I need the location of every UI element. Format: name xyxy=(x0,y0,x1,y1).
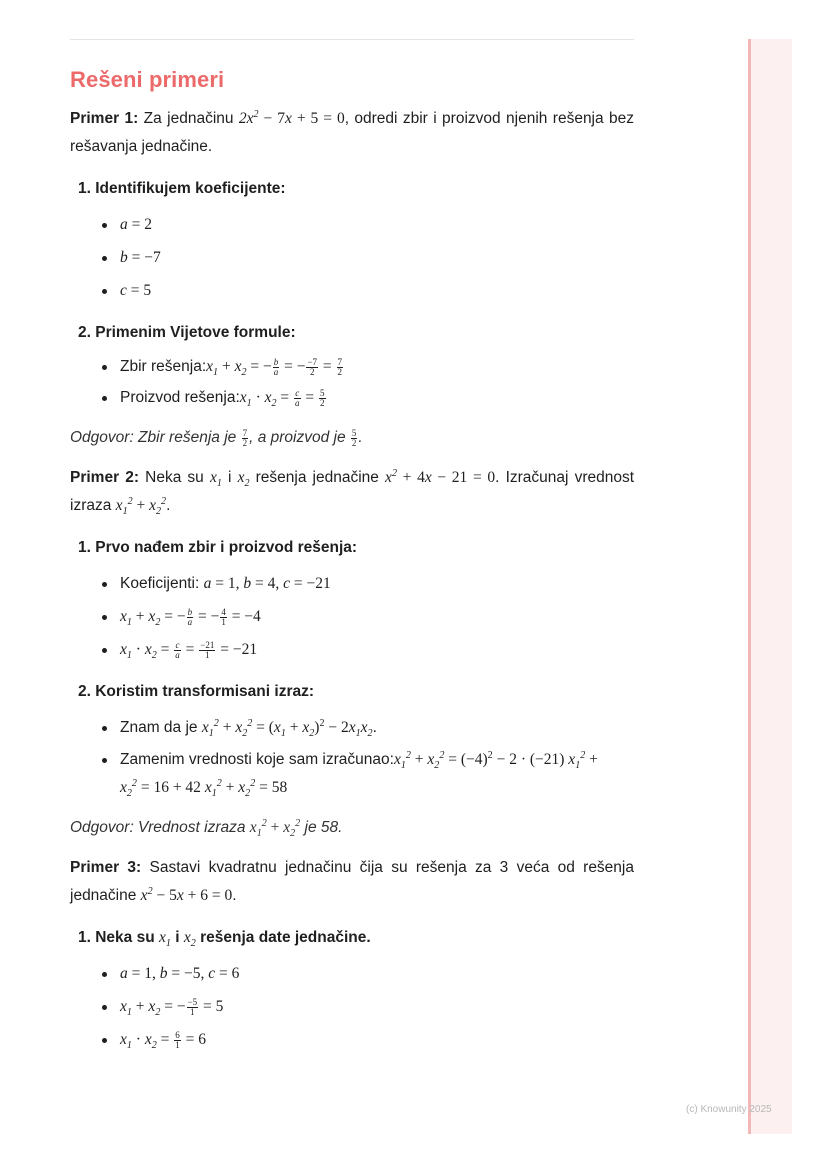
math-equation: $2x^2 - 7x + 5 = 0$ xyxy=(238,108,345,127)
primer-1-statement: Primer 1: Za jednačinu $2x^2 - 7x + 5 = 0$, odredi zbir i proizvod njenih rešenja bez rešavanja jednačine. xyxy=(70,108,635,155)
coefficient-list xyxy=(70,211,634,305)
step-item: 2. Primenim Vijetove formule: Zbir $rešenja:x_1 + x_2$ = − $\frac{b}{a}$ = − $\frac{-7}{2}$ = $\frac{7}{2}$ Proizvod $rešenja:x_1 \cdot x_2$ = $\frac{c}{a}$ = $\frac{5}{2}$ xyxy=(70,319,634,412)
primer-1-answer: Odgovor: Zbir rešenja je $\frac{7}{2}$ , a proizvod je $\frac{5}{2}$ . xyxy=(70,427,363,448)
margin-band xyxy=(748,39,792,1134)
list-item: Zbir $rešenja:x_1 + x_2$ = − $\frac{b}{a}$ = − $\frac{-7}{2}$ = $\frac{7}{2}$ xyxy=(70,353,634,381)
list-item: $x_1 \cdot x_2$ = $\frac{6}{1}$ = 6 xyxy=(70,1026,634,1054)
primer-3-list xyxy=(70,960,634,1054)
list-item: $x_1 \cdot x_2$ = $\frac{c}{a}$ = $\frac{-21}{1}$ = −21 xyxy=(70,636,634,664)
primer-2-steps xyxy=(70,534,634,802)
primer-1-steps xyxy=(70,175,634,412)
primer-2-label: Primer 2: xyxy=(70,469,140,486)
list-item: a = 1, b = −5, c = 6 xyxy=(70,960,634,988)
primer-2-answer: Odgovor: Vrednost izraza $x_1^2 + x_2^2$ je 58. xyxy=(70,817,343,840)
top-rule xyxy=(70,39,634,40)
sum-product-list xyxy=(70,570,634,664)
margin-line xyxy=(748,39,751,1134)
list-item: Proizvod $rešenja:x_1 \cdot x_2$ = $\frac{c}{a}$ = $\frac{5}{2}$ xyxy=(70,384,634,412)
list-item: Znam da je $x_1^2 + x_2^2 = (x_1 + x_2)^2 - 2x_1x_2$. xyxy=(70,714,634,742)
copyright-footer: (c) Knowunity 2025 xyxy=(686,1104,772,1115)
primer-3-label: Primer 3: xyxy=(70,859,142,876)
list-item: $x_1 + x_2$ = − $\frac{b}{a}$ = − $\frac{4}{1}$ = −4 xyxy=(70,603,634,631)
step-item: 1. Prvo nađem zbir i proizvod rešenja: Koeficijenti: a = 1, b = 4, c = −21 $x_1 + x_2$ = − $\frac{b}{a}$ = − $\frac{4}{1}$ = −4 $x_1 \cdot x_2$ = $\frac{c}{a}$ = $\frac{-21}{1}$ = −21 xyxy=(70,534,634,664)
primer-1-label: Primer 1: xyxy=(70,110,139,127)
list-item: Zamenim vrednosti koje sam $izračunao:x_1^2 + x_2^2 = (-4)^2 - 2 \cdot (-21) x_1^2 + x_2^2 = 16 + 42$ $x_1^2 + x_2^2 = 58$ xyxy=(70,746,634,802)
formula-list xyxy=(70,353,634,412)
list-item: a = 2 xyxy=(70,211,634,239)
primer-3-statement: Primer 3: Sastavi kvadratnu jednačinu čija su rešenja za 3 veća od rešenja jednačine $x^2 - 5x + 6 = 0$. xyxy=(70,859,634,904)
primer-2-statement: Primer 2: Neka su $x_1$ i $x_2$ rešenja jednačine $x^2 + 4x - 21 = 0$. Izračunaj vrednost izraza $x_1^2 + x_2^2$. xyxy=(70,467,635,518)
section-title: Rešeni primeri xyxy=(70,67,225,92)
list-item: c = 5 xyxy=(70,277,634,305)
list-item: Koeficijenti: a = 1, b = 4, c = −21 xyxy=(70,570,634,598)
document-body xyxy=(70,64,634,1054)
step-item: 1. Neka su $x_1$ i $x_2$ rešenja date jednačine. a = 1, b = −5, c = 6 $x_1 + x_2$ = − $\frac{-5}{1}$ = 5 $x_1 \cdot x_2$ = $\frac{6}{1}$ = 6 xyxy=(70,924,634,1054)
primer-3-steps xyxy=(70,924,634,1054)
step-item: 1. Identifikujem koeficijente: a = 2 b = −7 c = 5 xyxy=(70,175,634,305)
list-item: b = −7 xyxy=(70,244,634,272)
list-item: $x_1 + x_2$ = − $\frac{-5}{1}$ = 5 xyxy=(70,993,634,1021)
step-item: 2. Koristim transformisani izraz: Znam da je $x_1^2 + x_2^2 = (x_1 + x_2)^2 - 2x_1x_2$. Zamenim vrednosti koje sam $izračunao:x_1^2 + x_2^2 = (-4)^2 - 2 \cdot (-21) x_1^2 + x_2^2 = 16 + 42$ $x_1^2 + x_2^2 = 58$ xyxy=(70,678,634,802)
transform-list xyxy=(70,714,634,802)
